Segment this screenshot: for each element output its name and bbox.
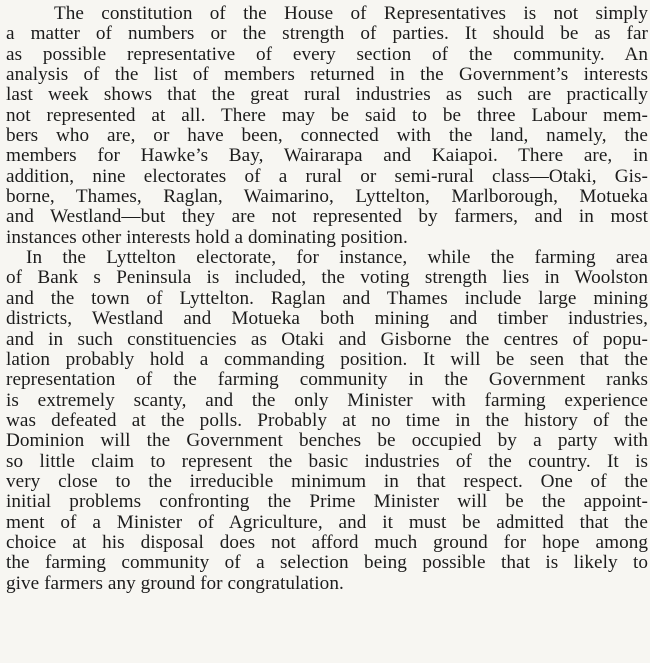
text-line: addition, nine electorates of a rural or semi-rural class—Otaki, Gis- bbox=[6, 166, 648, 187]
text-line: not represented at all. There may be said to be three Labour mem- bbox=[6, 105, 648, 126]
text-line: initial problems confronting the Prime Minister will be the appoint- bbox=[6, 492, 648, 513]
text-line: was defeated at the polls. Probably at no time in the history of the bbox=[6, 410, 648, 431]
text-line: give farmers any ground for congratulation. bbox=[6, 573, 344, 594]
text-line: ment of a Minister of Agriculture, and it must be admitted that the bbox=[6, 512, 648, 533]
text-line: choice at his disposal does not afford much ground for hope among bbox=[6, 532, 648, 553]
text-line: instances other interests hold a dominating position. bbox=[6, 227, 408, 248]
text-line: a matter of numbers or the strength of parties. It should be as far bbox=[6, 24, 648, 45]
text-line: analysis of the list of members returned in the Government’s interests bbox=[6, 65, 648, 86]
paragraph-1 bbox=[6, 4, 648, 248]
text-line: and the town of Lyttelton. Raglan and Thames include large mining bbox=[6, 288, 648, 309]
text-line: of Bank s Peninsula is included, the voting strength lies in Woolston bbox=[6, 268, 648, 289]
text-line: In the Lyttelton electorate, for instance, while the farming area bbox=[26, 248, 648, 269]
text-line: and in such constituencies as Otaki and Gisborne the centres of popu- bbox=[6, 329, 648, 350]
article-text bbox=[6, 4, 648, 594]
text-line: lation probably hold a commanding position. It will be seen that the bbox=[6, 349, 648, 370]
text-line: and Westland—but they are not represented by farmers, and in most bbox=[6, 207, 648, 228]
paragraph-2 bbox=[6, 248, 648, 594]
text-line: Dominion will the Government benches be occupied by a party with bbox=[6, 431, 648, 452]
text-line: districts, Westland and Motueka both mining and timber industries, bbox=[6, 309, 648, 330]
text-line: The constitution of the House of Representatives is not simply bbox=[54, 4, 648, 24]
text-line: members for Hawke’s Bay, Wairarapa and Kaiapoi. There are, in bbox=[6, 146, 648, 167]
text-line: very close to the irreducible minimum in that respect. One of the bbox=[6, 471, 648, 492]
text-line: bers who are, or have been, connected with the land, namely, the bbox=[6, 126, 648, 147]
text-line: is extremely scanty, and the only Minister with farming experience bbox=[6, 390, 648, 411]
text-line: the farming community of a selection being possible that is likely to bbox=[6, 553, 648, 574]
text-line: as possible representative of every section of the community. An bbox=[6, 44, 648, 65]
text-line: so little claim to represent the basic industries of the country. It is bbox=[6, 451, 648, 472]
text-line: last week shows that the great rural industries as such are practically bbox=[6, 85, 648, 106]
text-line: representation of the farming community in the Government ranks bbox=[6, 370, 648, 391]
text-line: borne, Thames, Raglan, Waimarino, Lyttelton, Marlborough, Motueka bbox=[6, 187, 648, 208]
